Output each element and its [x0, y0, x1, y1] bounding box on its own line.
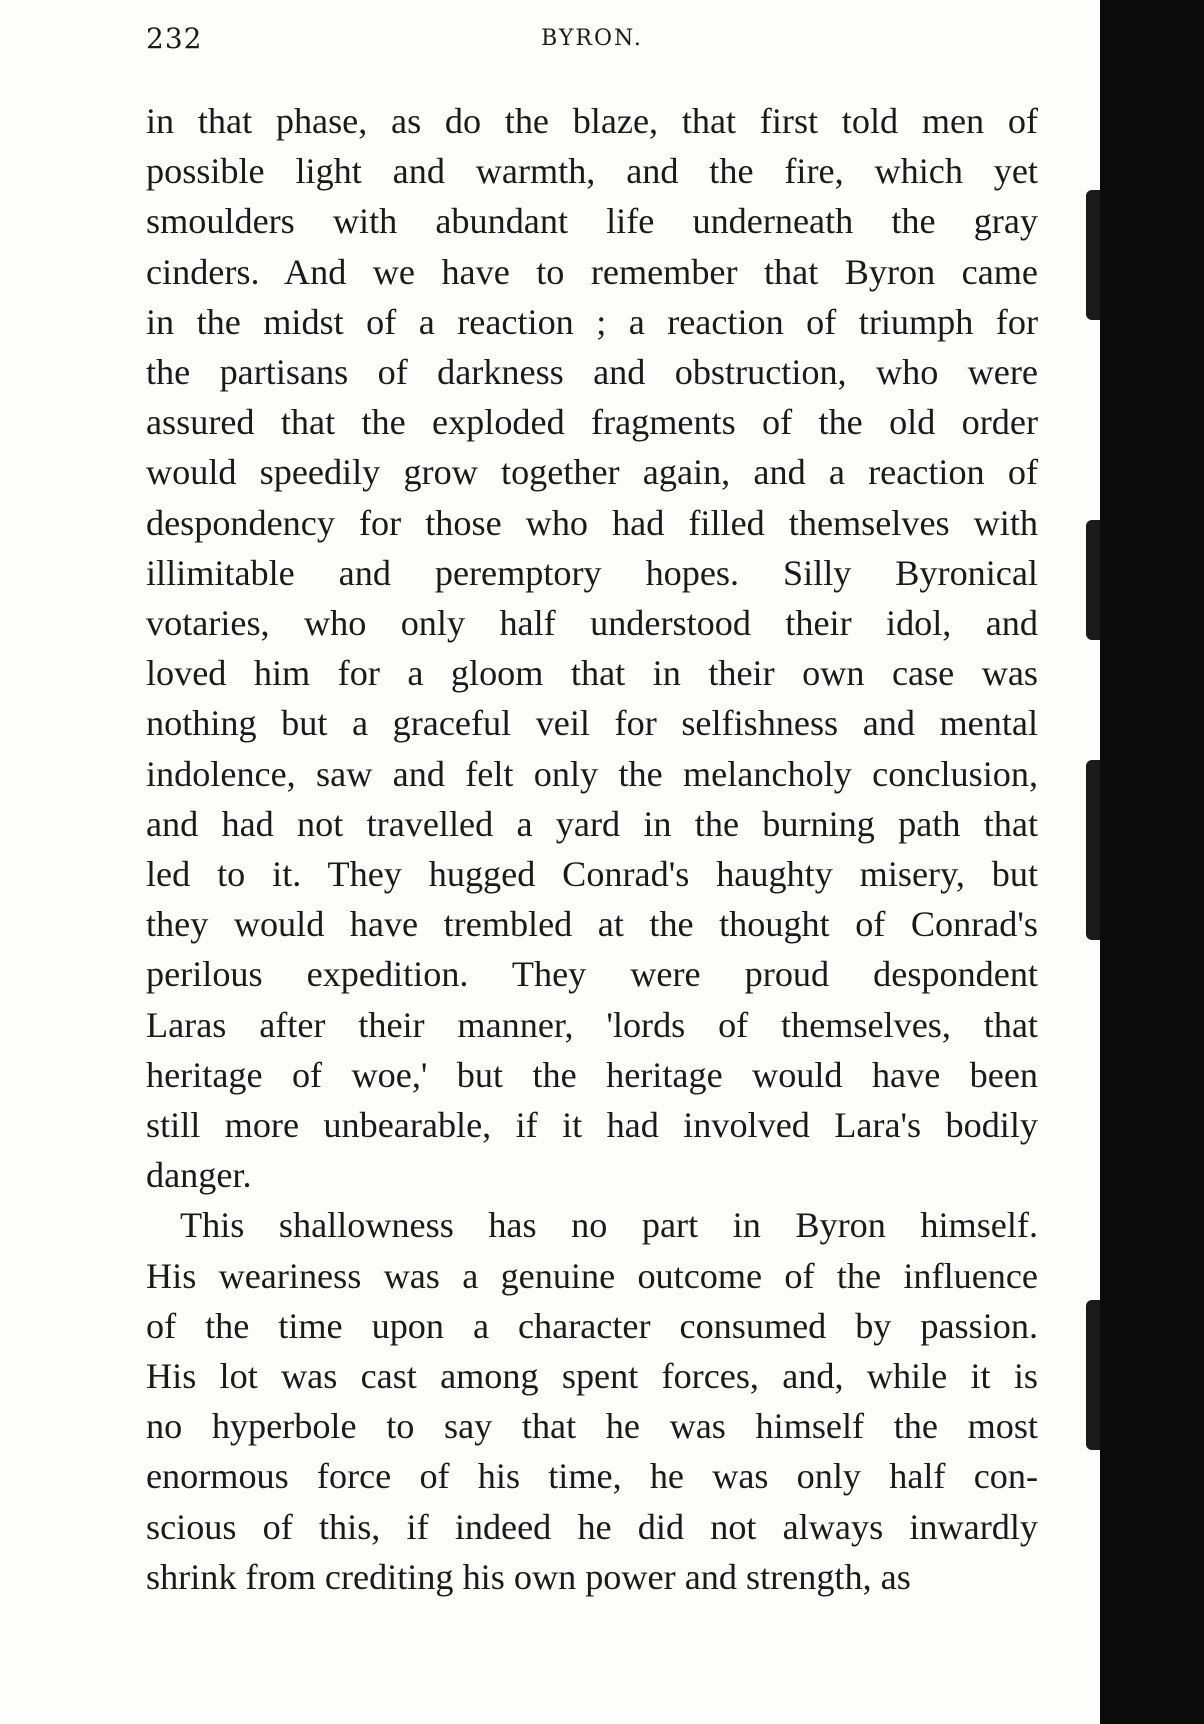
text-line: perilous expedition. They were proud despondent	[146, 954, 1038, 995]
text-line: heritage of woe,' but the heritage would have been	[146, 1054, 1038, 1095]
text-line: shrink from crediting his own power and strength, as	[146, 1556, 911, 1597]
text-line: led to it. They hugged Conrad's haughty misery, but	[146, 854, 1038, 895]
text-line: Laras after their manner, 'lords of themselves, that	[146, 1004, 1038, 1045]
text-line: possible light and warmth, and the fire, which yet	[146, 151, 1038, 192]
text-line: smoulders with abundant life underneath the gray	[146, 201, 1038, 242]
binding-shadow	[1086, 520, 1100, 640]
binding-shadow	[1086, 190, 1100, 320]
text-line: illimitable and peremptory hopes. Silly Byronical	[146, 552, 1038, 593]
paragraph-1	[146, 96, 1038, 1200]
page-number: 232	[146, 22, 203, 55]
text-line: loved him for a gloom that in their own case was	[146, 653, 1038, 694]
text-line: despondency for those who had filled themselves with	[146, 502, 1038, 543]
text-line: indolence, saw and felt only the melancholy conclusion,	[146, 753, 1038, 794]
text-line: would speedily grow together again, and a reaction of	[146, 452, 1038, 493]
text-line: assured that the exploded fragments of the old order	[146, 402, 1038, 443]
text-line: nothing but a graceful veil for selfishness and mental	[146, 703, 1038, 744]
binding-shadow	[1086, 1300, 1100, 1450]
text-line: no hyperbole to say that he was himself the most	[146, 1406, 1038, 1447]
text-line: enormous force of his time, he was only half con-	[146, 1456, 1038, 1497]
running-head: BYRON.	[541, 26, 643, 51]
page-body	[146, 96, 1038, 1602]
text-line: and had not travelled a yard in the burning path that	[146, 803, 1038, 844]
text-line: cinders. And we have to remember that Byron came	[146, 251, 1038, 292]
text-line: votaries, who only half understood their idol, and	[146, 603, 1038, 644]
text-line: His lot was cast among spent forces, and, while it is	[146, 1356, 1038, 1397]
paragraph-2	[146, 1200, 1038, 1602]
text-line: the partisans of darkness and obstruction, who were	[146, 352, 1038, 393]
text-line: danger.	[146, 1155, 252, 1196]
page-header	[146, 22, 1038, 62]
text-line: scious of this, if indeed he did not always inwardly	[146, 1506, 1038, 1547]
text-line: they would have trembled at the thought of Conrad's	[146, 904, 1038, 945]
text-line: still more unbearable, if it had involved Lara's bodily	[146, 1105, 1038, 1146]
binding-shadow	[1086, 760, 1100, 940]
binding-edge	[1100, 0, 1204, 1724]
text-line: of the time upon a character consumed by passion.	[146, 1305, 1038, 1346]
text-line: His weariness was a genuine outcome of the influence	[146, 1255, 1038, 1296]
text-line: This shallowness has no part in Byron himself.	[180, 1205, 1038, 1246]
text-line: in that phase, as do the blaze, that first told men of	[146, 101, 1038, 141]
text-line: in the midst of a reaction ; a reaction of triumph for	[146, 301, 1038, 342]
